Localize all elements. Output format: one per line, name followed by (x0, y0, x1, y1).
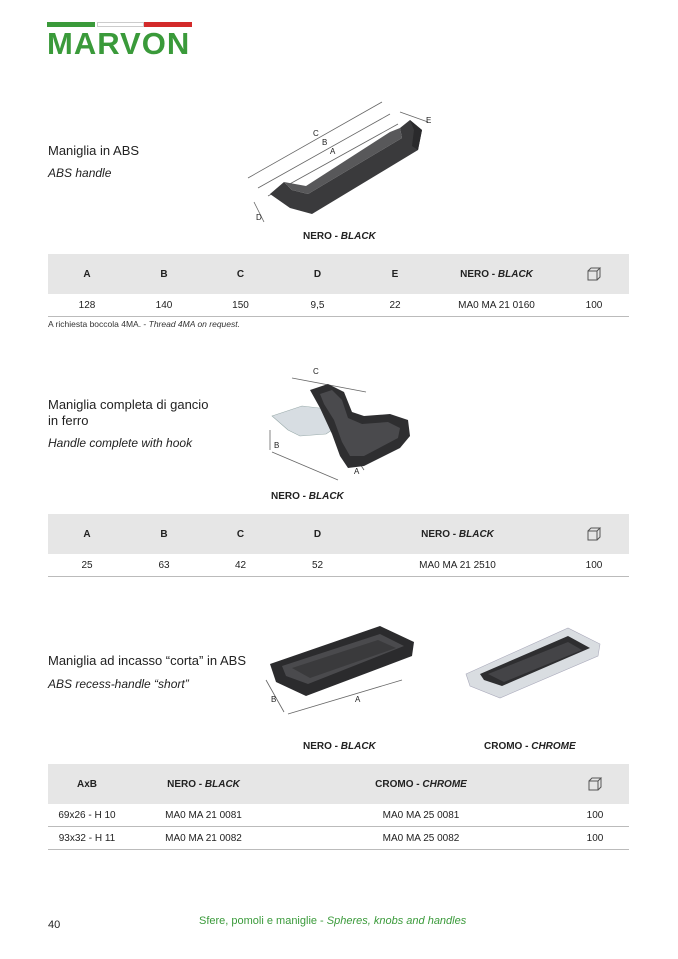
cell-black: MA0 MA 21 0082 (126, 827, 281, 850)
dim-label-b: B (271, 695, 277, 704)
col-header-black (126, 764, 281, 804)
cell-code: MA0 MA 21 2510 (356, 554, 559, 577)
section3-table (48, 764, 629, 850)
handle-with-hook-diagram (240, 360, 420, 485)
cell-d: 52 (279, 554, 356, 577)
cell-b: 63 (126, 554, 202, 577)
cell-chrome: MA0 MA 25 0081 (281, 804, 561, 827)
table-header-row (48, 254, 629, 294)
brand-name: MARVON (47, 26, 191, 61)
footer-text-it: Sfere, pomoli e maniglie - (199, 915, 324, 927)
col-header-c: C (202, 254, 279, 294)
recess-handle-chrome-image (460, 622, 605, 702)
cell-a: 128 (48, 294, 126, 317)
col-header-chrome (281, 764, 561, 804)
col-header-b: B (126, 514, 202, 554)
cell-c: 150 (202, 294, 279, 317)
caption-en: CHROME (531, 741, 576, 752)
cell-black: MA0 MA 21 0081 (126, 804, 281, 827)
dim-label-a: A (330, 147, 336, 156)
table-header-row (48, 764, 629, 804)
section1-table (48, 254, 629, 317)
cell-b: 140 (126, 294, 202, 317)
section1-note (48, 319, 240, 329)
section3-title: Maniglia ad incasso “corta” in ABS (48, 653, 246, 668)
section1-title: Maniglia in ABS (48, 143, 140, 158)
col-header-black (356, 514, 559, 554)
section2-subtitle: Handle complete with hook (48, 436, 193, 450)
title-line2: in ferro (48, 413, 89, 428)
cell-c: 42 (202, 554, 279, 577)
col-header-d: D (279, 254, 356, 294)
cell-e: 22 (356, 294, 434, 317)
table-row (48, 294, 629, 317)
section3-caption-black (303, 741, 376, 752)
col-header-packaging (559, 514, 629, 554)
dim-label-c: C (313, 367, 319, 376)
caption-en: BLACK (340, 231, 376, 242)
footer-text-en: Spheres, knobs and handles (326, 915, 467, 927)
col-header-a: A (48, 254, 126, 294)
caption-it: CROMO - (484, 741, 529, 752)
page-number: 40 (48, 919, 61, 931)
header-en: CHROME (422, 778, 467, 790)
title-line1: Maniglia completa di gancio (48, 397, 209, 412)
section1-caption (303, 231, 376, 242)
box-icon (586, 266, 602, 282)
dim-label-c: C (313, 129, 319, 138)
col-header-axb: AxB (48, 764, 126, 804)
col-header-black (434, 254, 559, 294)
col-header-c: C (202, 514, 279, 554)
col-header-d: D (279, 514, 356, 554)
section2-table (48, 514, 629, 577)
section1-subtitle: ABS handle (48, 166, 112, 180)
col-header-e: E (356, 254, 434, 294)
table-row (48, 827, 629, 850)
cell-size: 69x26 - H 10 (48, 804, 126, 827)
header-en: BLACK (497, 268, 533, 280)
section3-caption-chrome (484, 741, 576, 752)
header-it: NERO - (460, 268, 496, 280)
cell-chrome: MA0 MA 25 0082 (281, 827, 561, 850)
section2-caption (271, 491, 344, 502)
section2-title (48, 397, 208, 429)
cell-qty: 100 (559, 294, 629, 317)
header-it: CROMO - (375, 778, 420, 790)
col-header-b: B (126, 254, 202, 294)
table-row (48, 554, 629, 577)
header-it: NERO - (167, 778, 203, 790)
caption-en: BLACK (308, 491, 344, 502)
col-header-packaging (559, 254, 629, 294)
table-row (48, 804, 629, 827)
note-en: Thread 4MA on request. (148, 319, 240, 329)
table-header-row (48, 514, 629, 554)
dim-label-b: B (322, 138, 328, 147)
cell-a: 25 (48, 554, 126, 577)
box-icon (586, 526, 602, 542)
dim-label-e: E (426, 116, 432, 125)
caption-en: BLACK (340, 741, 376, 752)
cell-d: 9,5 (279, 294, 356, 317)
box-icon (587, 776, 603, 792)
header-en: BLACK (458, 528, 494, 540)
note-it: A richiesta boccola 4MA. - (48, 319, 147, 329)
dim-label-a: A (354, 467, 360, 476)
footer-text (199, 915, 466, 927)
cell-code: MA0 MA 21 0160 (434, 294, 559, 317)
cell-qty: 100 (561, 827, 629, 850)
caption-it: NERO - (271, 491, 306, 502)
header-it: NERO - (421, 528, 457, 540)
cell-qty: 100 (561, 804, 629, 827)
recess-handle-black-image (262, 620, 422, 720)
abs-handle-diagram (240, 98, 450, 228)
cell-size: 93x32 - H 11 (48, 827, 126, 850)
dim-label-b: B (274, 441, 280, 450)
col-header-a: A (48, 514, 126, 554)
dim-label-d: D (256, 213, 262, 222)
header-en: BLACK (204, 778, 240, 790)
marvon-logo (47, 22, 192, 60)
caption-it: NERO - (303, 741, 338, 752)
cell-qty: 100 (559, 554, 629, 577)
col-header-packaging (561, 764, 629, 804)
dim-label-a: A (355, 695, 361, 704)
caption-it: NERO - (303, 231, 338, 242)
section3-subtitle: ABS recess-handle “short” (48, 677, 189, 691)
